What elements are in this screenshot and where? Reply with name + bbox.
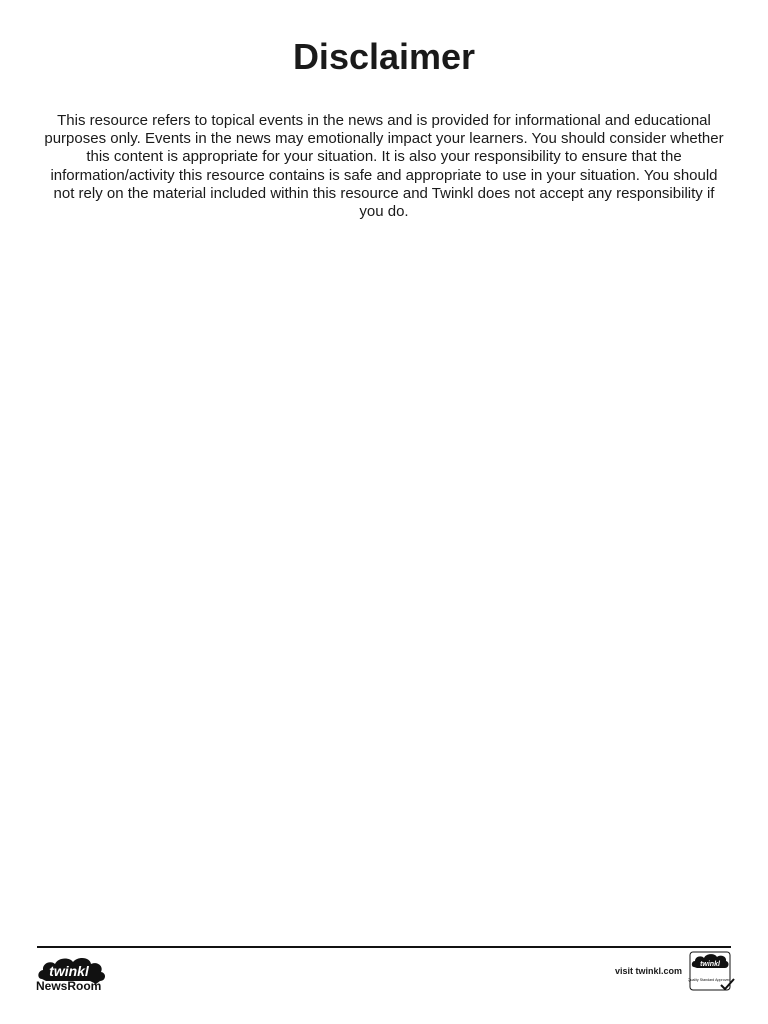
footer-url[interactable]: visit twinkl.com [614,966,682,976]
badge-wordmark: twinkl [700,961,720,968]
page-title: Disclaimer [292,36,476,77]
badge-caption: Quality Standard Approved [688,978,731,982]
disclaimer-text: This resource refers to topical events in the news and is provided for informational and educational purposes only. Events in the news may emotionally impact your learners. You should consider whether this content is appropriate for your situation. It is also your responsibility to ensure that the information/activity this resource contains is safe and appropriate to use in your situation. You should not rely on the material included within this resource and Twinkl does not accept any responsibility if you do. [44,112,724,221]
newsroom-logo-label: NewsRoom [36,979,102,993]
twinkl-newsroom-logo-icon [34,952,112,996]
twinkl-logo-wordmark: twinkl [49,963,89,979]
quality-standard-badge-icon [688,951,736,993]
footer-divider [37,946,731,948]
